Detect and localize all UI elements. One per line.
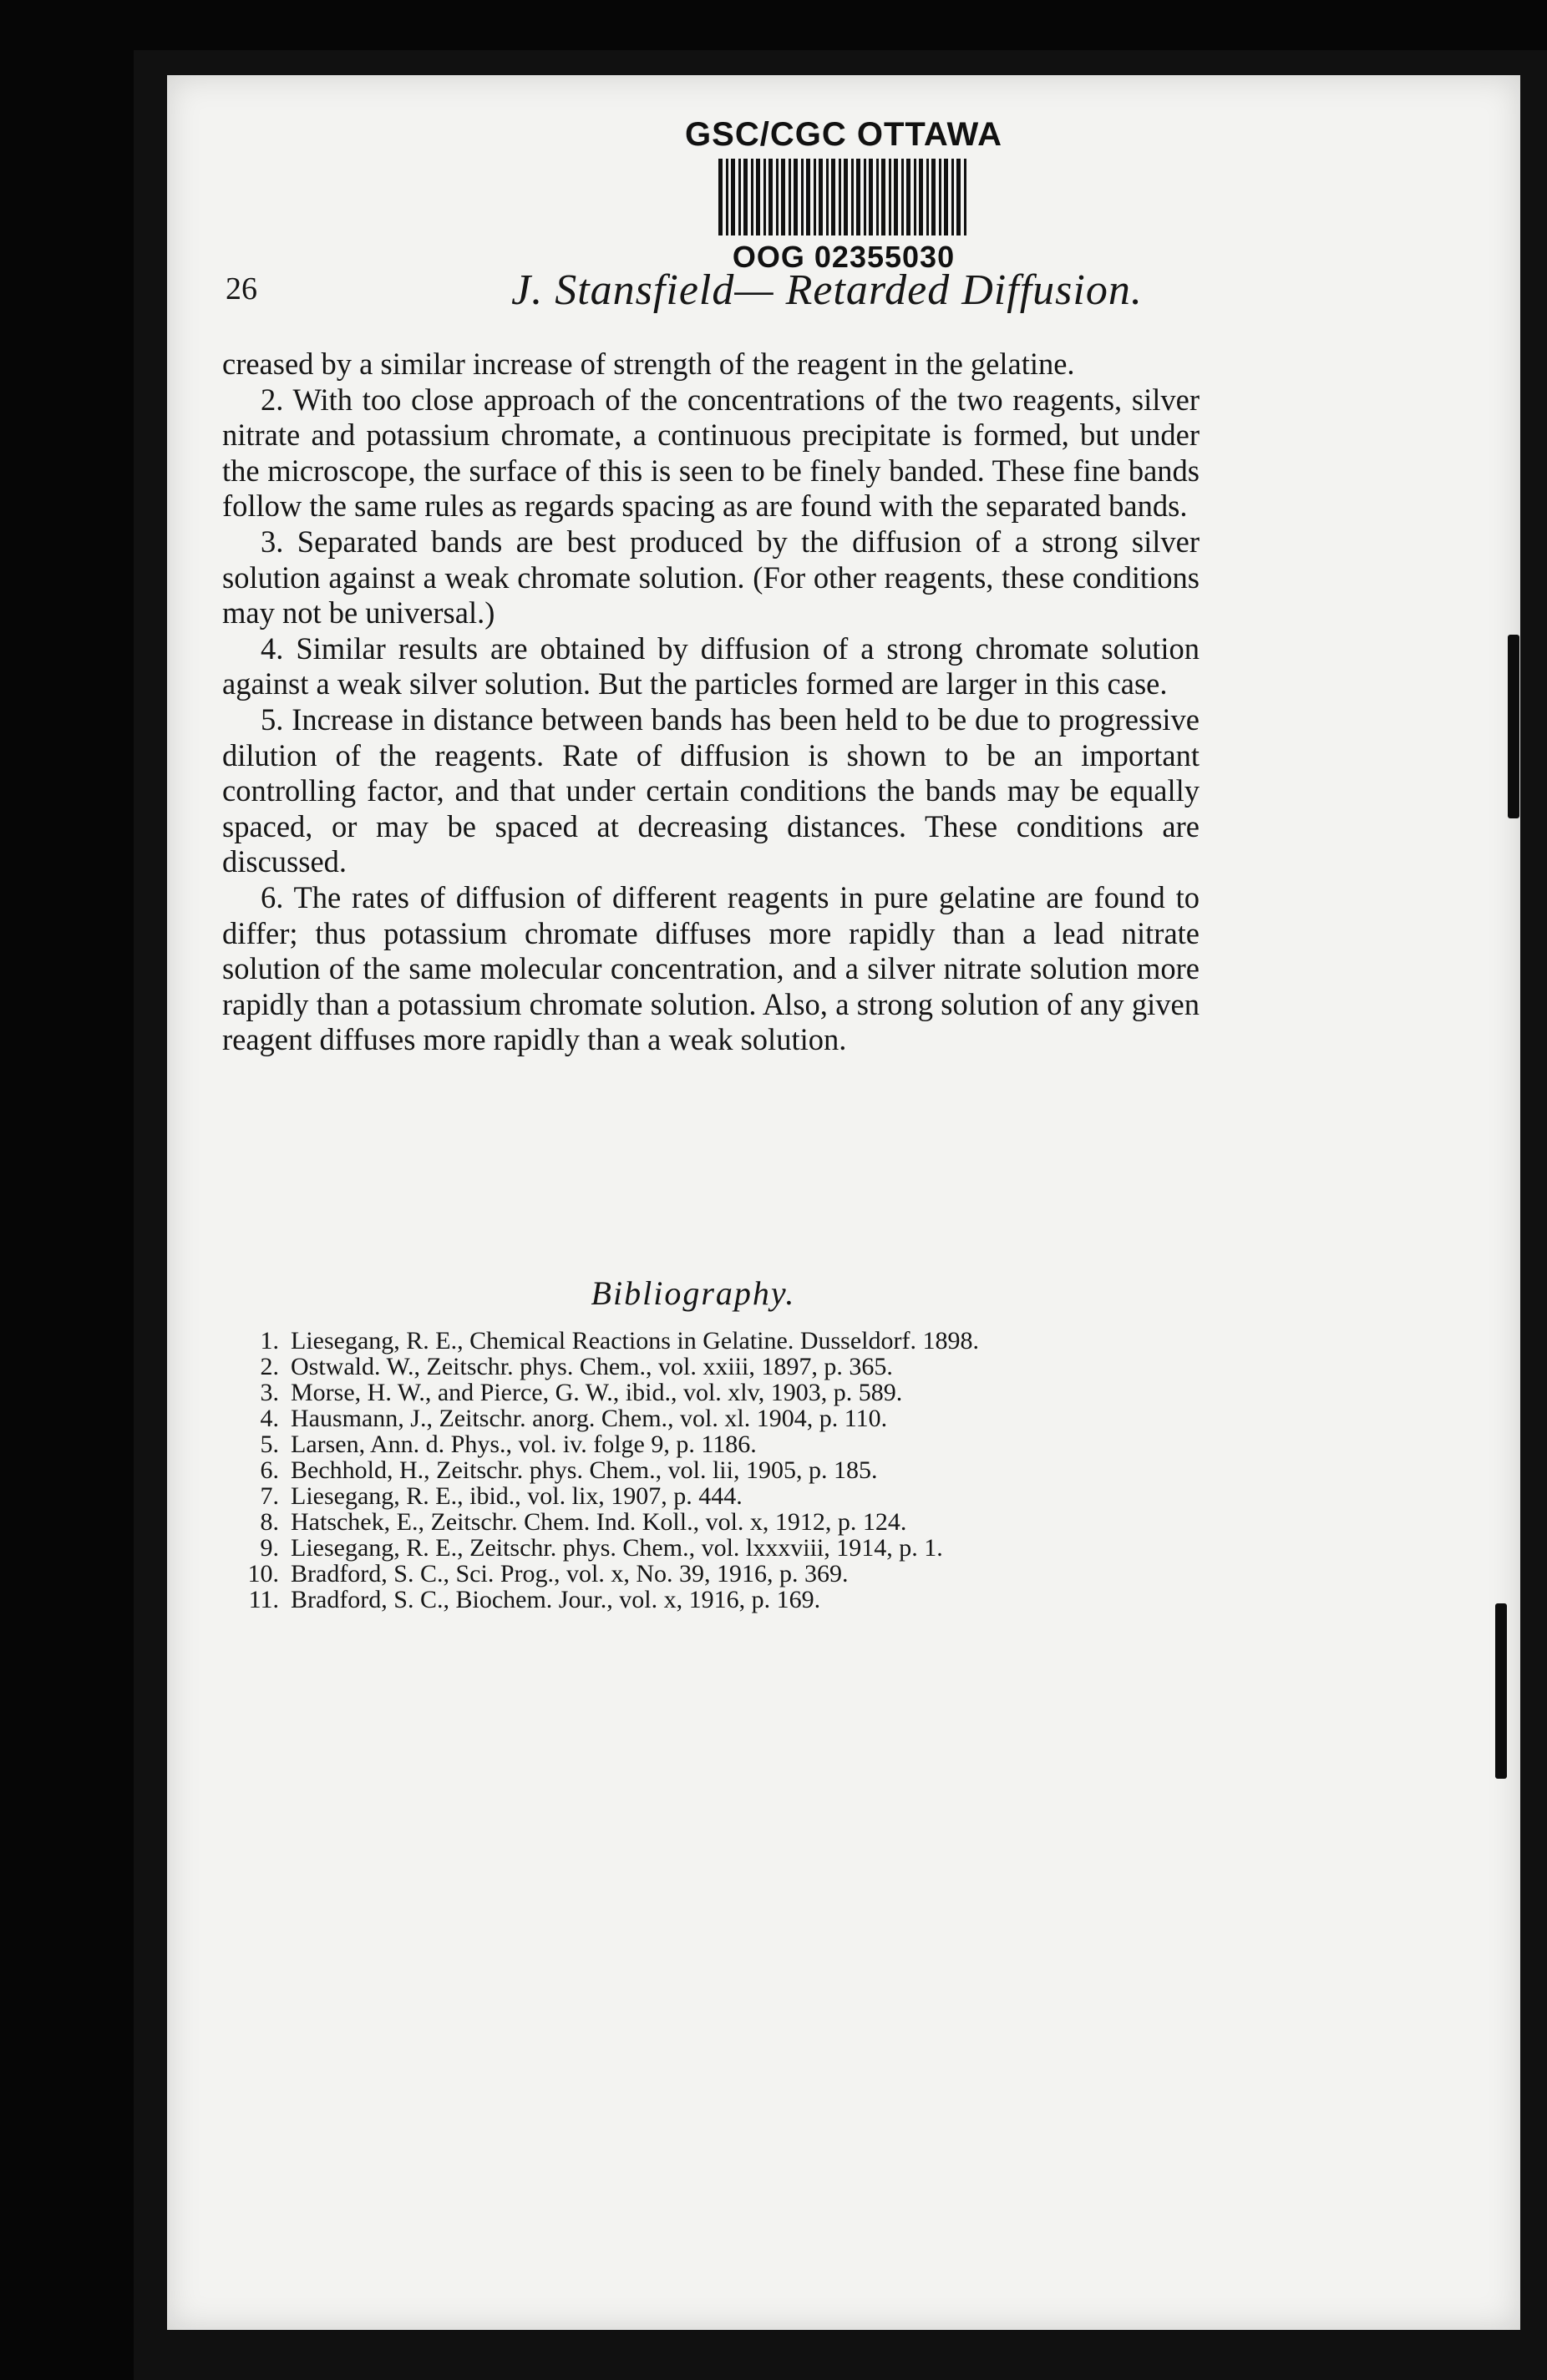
bibliography-entry [242, 1587, 1203, 1613]
paragraph: 2. With too close approach of the concentrations of the two reagents, silver nitrate and potassium chromate, a continuous precipitate is formed, but under the microscope, the surface of this is seen to be finely banded. These fine bands follow the same rules as regards spacing as are found with the separated bands. [222, 382, 1200, 524]
entry-number: 5. [260, 1431, 279, 1458]
bibliography-entry [242, 1457, 1203, 1483]
entry-number: 8. [260, 1508, 279, 1536]
entry-number: 10. [247, 1560, 279, 1588]
entry-number: 9. [260, 1534, 279, 1562]
entry-text: Liesegang, R. E., Chemical Reactions in Gelatine. Dusseldorf. 1898. [291, 1327, 979, 1355]
bibliography-entry [242, 1354, 1203, 1380]
entry-text: Morse, H. W., and Pierce, G. W., ibid., vol. xlv, 1903, p. 589. [291, 1379, 903, 1406]
margin-bar-icon [1508, 635, 1519, 818]
page-number: 26 [226, 271, 257, 306]
stamp-label: GSC/CGC OTTAWA [685, 116, 1002, 153]
entry-number: 11. [248, 1586, 279, 1613]
bibliography-entry [242, 1431, 1203, 1457]
entry-number: 4. [260, 1405, 279, 1432]
entry-number: 2. [260, 1353, 279, 1380]
entry-text: Bechhold, H., Zeitschr. phys. Chem., vol. lii, 1905, p. 185. [291, 1456, 878, 1484]
bibliography-list [242, 1328, 1203, 1613]
paragraph: 3. Separated bands are best produced by the diffusion of a strong silver solution against a weak chromate solution. (For other reagents, these conditions may not be universal.) [222, 524, 1200, 630]
bibliography-entry [242, 1561, 1203, 1587]
entry-text: Bradford, S. C., Biochem. Jour., vol. x, 1916, p. 169. [291, 1586, 821, 1613]
entry-text: Liesegang, R. E., ibid., vol. lix, 1907, p. 444. [291, 1482, 743, 1510]
bibliography-heading: Bibliography. [591, 1274, 796, 1312]
stamp-code: OOG 02355030 [732, 240, 956, 274]
entry-text: Larsen, Ann. d. Phys., vol. iv. folge 9, p. 1186. [291, 1431, 757, 1458]
entry-text: Ostwald. W., Zeitschr. phys. Chem., vol. xxiii, 1897, p. 365. [291, 1353, 893, 1380]
entry-text: Bradford, S. C., Sci. Prog., vol. x, No. 39, 1916, p. 369. [291, 1560, 849, 1588]
bibliography-entry [242, 1535, 1203, 1561]
bibliography-entry [242, 1483, 1203, 1509]
bibliography-entry [242, 1405, 1203, 1431]
bibliography-entry [242, 1380, 1203, 1405]
entry-number: 6. [260, 1456, 279, 1484]
archive-stamp [685, 115, 1002, 274]
paragraph: 5. Increase in distance between bands has been held to be due to progressive dilution of the reagents. Rate of diffusion is shown to be an important controlling factor, and that under certain conditions the bands may be equally spaced, or may be spaced at decreasing distances. These conditions are discussed. [222, 701, 1200, 879]
bibliography-entry [242, 1509, 1203, 1535]
entry-number: 3. [260, 1379, 279, 1406]
running-header [226, 261, 1311, 319]
barcode-icon [718, 159, 969, 235]
paragraph: 6. The rates of diffusion of different reagents in pure gelatine are found to differ; thus potassium chromate diffuses more rapidly than a lead nitrate solution of the same molecular concentration, and a silver nitrate solution more rapidly than a potassium chromate solution. Also, a strong solution of any given reagent diffuses more rapidly than a weak solution. [222, 879, 1200, 1057]
entry-number: 7. [260, 1482, 279, 1510]
entry-number: 1. [260, 1327, 279, 1355]
document-page [167, 75, 1520, 2330]
entry-text: Hatschek, E., Zeitschr. Chem. Ind. Koll., vol. x, 1912, p. 124. [291, 1508, 907, 1536]
entry-text: Hausmann, J., Zeitschr. anorg. Chem., vol. xl. 1904, p. 110. [291, 1405, 888, 1432]
bibliography-entry [242, 1328, 1203, 1354]
entry-text: Liesegang, R. E., Zeitschr. phys. Chem., vol. lxxxviii, 1914, p. 1. [291, 1534, 943, 1562]
running-title: J. Stansfield— Retarded Diffusion. [511, 266, 1143, 314]
body-text [222, 347, 1200, 1058]
paragraph: creased by a similar increase of strength of the reagent in the gelatine. [222, 347, 1075, 381]
paragraph: 4. Similar results are obtained by diffusion of a strong chromate solution against a weak silver solution. But the particles formed are larger in this case. [222, 630, 1200, 701]
margin-bar-icon [1495, 1603, 1507, 1779]
